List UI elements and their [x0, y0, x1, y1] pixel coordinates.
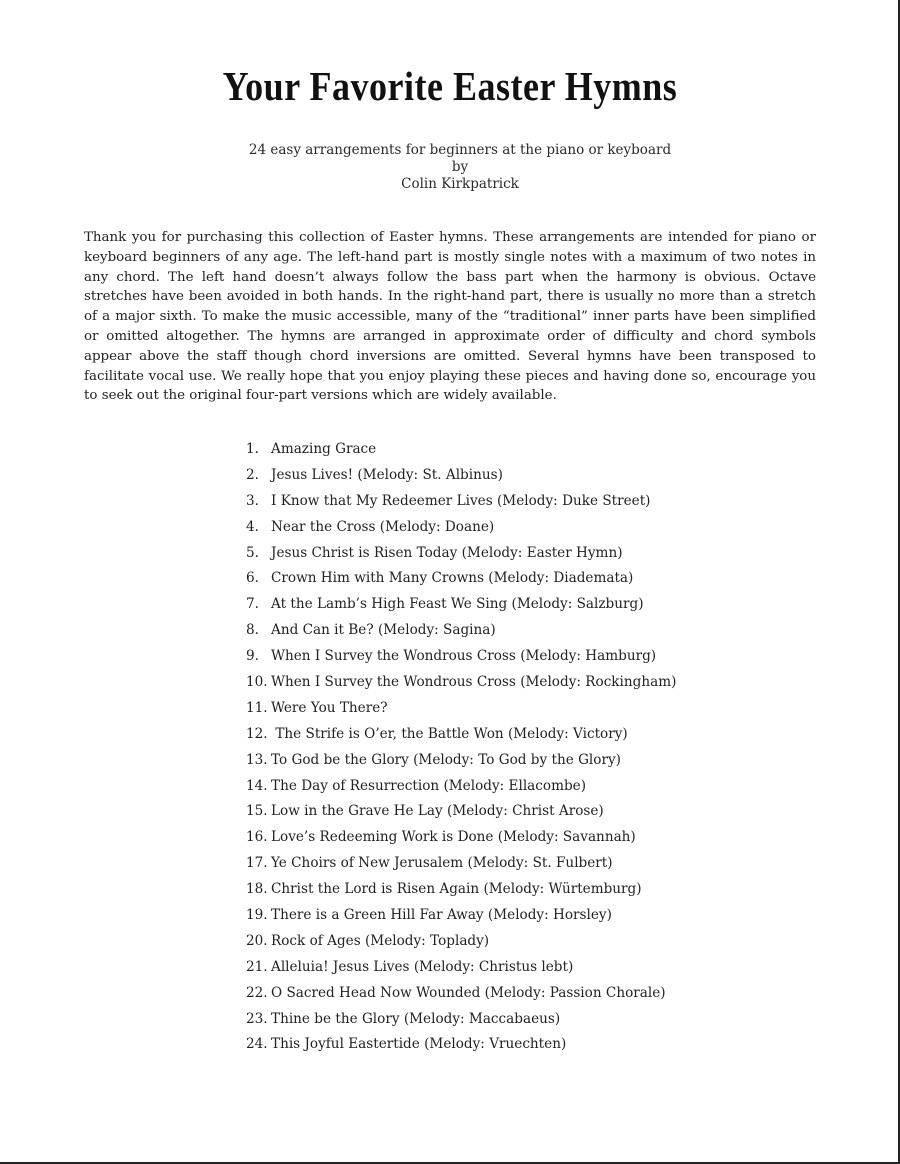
hymn-number: 12. — [246, 725, 268, 742]
list-item — [246, 437, 676, 463]
hymn-title: Near the Cross (Melody: Doane) — [271, 518, 495, 535]
intro-paragraph: Thank you for purchasing this collection of Easter hymns. These arrangements are intended for piano or keyboard beginners of any age. The left-hand part is mostly single notes with a maximum of two notes in any chord. The left hand doesn’t always follow the bass part when the harmony is obvious. Octave stretches have been avoided in both hands. In the right-hand part, there is usually no more than a stretch of a major sixth. To make the music accessible, many of the “traditional” inner parts have been simplified or omitted altogether. The hymns are arranged in approximate order of difficulty and chord symbols appear above the staff though chord inversions are omitted. Several hymns have been transposed to facilitate vocal use. We really hope that you enjoy playing these pieces and having done so, encourage you to seek out the original four-part versions which are widely available. — [84, 230, 816, 404]
hymn-number: 17. — [246, 855, 268, 872]
hymn-number: 20. — [246, 932, 268, 949]
hymn-list — [246, 437, 676, 1058]
list-item — [246, 799, 676, 825]
hymn-number: 13. — [246, 751, 268, 768]
hymn-title: And Can it Be? (Melody: Sagina) — [271, 622, 496, 639]
hymn-number: 24. — [246, 1036, 268, 1053]
hymn-title: The Strife is O’er, the Battle Won (Melody: Victory) — [271, 725, 628, 742]
hymn-title: Jesus Lives! (Melody: St. Albinus) — [271, 466, 503, 483]
hymn-title: Were You There? — [271, 699, 388, 716]
hymn-number: 6. — [246, 570, 259, 587]
hymn-number: 11. — [246, 699, 268, 716]
author-name: Colin Kirkpatrick — [401, 176, 519, 192]
document-title: Your Favorite Easter Hymns — [222, 63, 678, 110]
subtitle-description: 24 easy arrangements for beginners at the piano or keyboard — [248, 142, 672, 158]
list-item — [246, 722, 676, 748]
hymn-number: 18. — [246, 881, 268, 898]
hymn-number: 10. — [246, 674, 268, 691]
list-item — [246, 1032, 676, 1058]
list-item — [246, 981, 676, 1007]
hymn-number: 22. — [246, 984, 268, 1001]
list-item — [246, 592, 676, 618]
list-item — [246, 644, 676, 670]
hymn-title: Amazing Grace — [271, 441, 377, 457]
list-item — [246, 877, 676, 903]
hymn-title: Thine be the Glory (Melody: Maccabaeus) — [271, 1010, 561, 1027]
hymn-title: O Sacred Head Now Wounded (Melody: Passion Chorale) — [271, 984, 666, 1001]
hymn-number: 16. — [246, 829, 268, 846]
hymn-number: 3. — [246, 492, 259, 509]
list-item — [246, 618, 676, 644]
hymn-number: 15. — [246, 803, 268, 820]
hymn-title: Low in the Grave He Lay (Melody: Christ Arose) — [271, 803, 604, 820]
hymn-title: The Day of Resurrection (Melody: Ellacombe) — [271, 777, 587, 794]
hymn-title: Christ the Lord is Risen Again (Melody: Würtemburg) — [271, 881, 642, 898]
hymn-number: 4. — [246, 518, 259, 535]
hymn-title: To God be the Glory (Melody: To God by the Glory) — [271, 751, 621, 768]
list-item — [246, 955, 676, 981]
list-item — [246, 748, 676, 774]
hymn-number: 21. — [246, 958, 268, 975]
hymn-title: Crown Him with Many Crowns (Melody: Diademata) — [271, 570, 634, 587]
list-item — [246, 489, 676, 515]
list-item — [246, 541, 676, 567]
hymn-number: 19. — [246, 907, 268, 924]
list-item — [246, 566, 676, 592]
list-item — [246, 515, 676, 541]
hymn-title: When I Survey the Wondrous Cross (Melody: Hamburg) — [271, 648, 657, 665]
list-item — [246, 463, 676, 489]
hymn-title: When I Survey the Wondrous Cross (Melody: Rockingham) — [271, 674, 677, 691]
hymn-number: 23. — [246, 1010, 268, 1027]
hymn-number: 14. — [246, 777, 268, 794]
hymn-title: Ye Choirs of New Jerusalem (Melody: St. Fulbert) — [271, 855, 613, 872]
hymn-number: 1. — [246, 441, 259, 457]
list-item — [246, 774, 676, 800]
hymn-title: Love’s Redeeming Work is Done (Melody: Savannah) — [271, 829, 636, 846]
hymn-title: Alleluia! Jesus Lives (Melody: Christus lebt) — [271, 958, 574, 975]
list-item — [246, 851, 676, 877]
subtitle-by: by — [451, 159, 469, 175]
hymn-title: At the Lamb’s High Feast We Sing (Melody: Salzburg) — [271, 596, 644, 613]
list-item — [246, 825, 676, 851]
hymn-title: Jesus Christ is Risen Today (Melody: Easter Hymn) — [271, 544, 623, 561]
list-item — [246, 670, 676, 696]
hymn-title: Rock of Ages (Melody: Toplady) — [271, 932, 490, 949]
list-item — [246, 929, 676, 955]
list-item — [246, 696, 676, 722]
hymn-number: 9. — [246, 648, 259, 665]
hymn-number: 7. — [246, 596, 259, 613]
hymn-title: I Know that My Redeemer Lives (Melody: Duke Street) — [271, 492, 651, 509]
hymn-title: There is a Green Hill Far Away (Melody: Horsley) — [271, 907, 612, 924]
list-item — [246, 903, 676, 929]
hymn-number: 5. — [246, 544, 259, 561]
hymn-number: 2. — [246, 466, 259, 483]
hymn-number: 8. — [246, 622, 259, 639]
subtitle-block — [0, 142, 900, 193]
list-item — [246, 1007, 676, 1033]
hymn-title: This Joyful Eastertide (Melody: Vruechten) — [271, 1036, 567, 1053]
